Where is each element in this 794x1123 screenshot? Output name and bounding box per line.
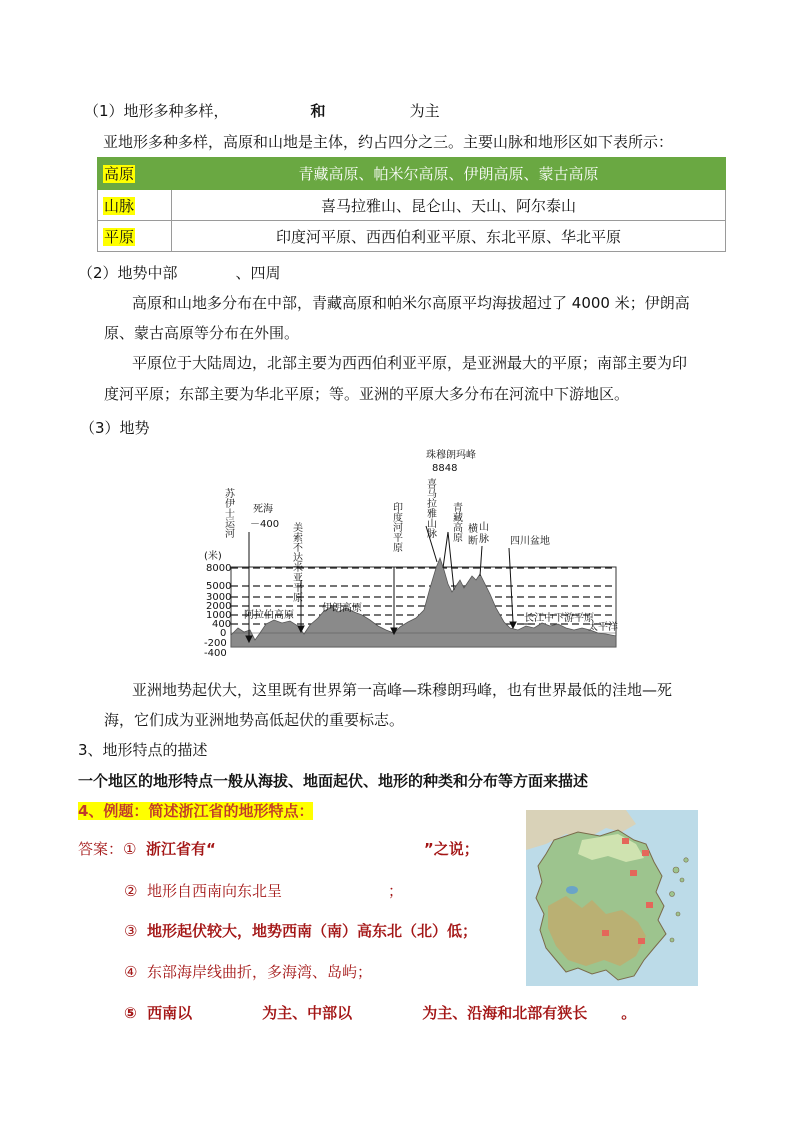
- y-tick: 400: [212, 619, 232, 630]
- example-heading-text: 4、例题：简述浙江省的地形特点：: [78, 802, 314, 820]
- asia-terrain-profile: [200, 440, 620, 662]
- item5-a: 西南以: [147, 1004, 193, 1022]
- answer-item-1: [78, 838, 479, 860]
- table-row: [98, 221, 726, 252]
- section2-p2-line1: 平原位于大陆周边，北部主要为西西伯利亚平原，是亚洲最大的平原；南部主要为印: [132, 354, 688, 372]
- table-row: [98, 158, 726, 190]
- item2-a: 地形自西南向东北呈: [147, 882, 283, 900]
- profile-labels: [223, 448, 619, 633]
- section1-heading-c: 为主: [409, 102, 440, 120]
- label-sichuan: 四川盆地: [510, 536, 550, 547]
- section2-heading: [78, 262, 281, 284]
- label-hengduan-c: 山: [479, 522, 489, 533]
- section1-heading: [84, 100, 440, 122]
- table-value: 青藏高原、帕米尔高原、伊朗高原、蒙古高原: [172, 158, 726, 190]
- answer-item-2: [124, 880, 403, 902]
- answer-label: 答案：: [78, 840, 124, 858]
- label-deadsea-value: －400: [250, 519, 280, 530]
- table-value: 喜马拉雅山、昆仑山、天山、阿尔泰山: [172, 190, 726, 221]
- label-suez: 苏伊士运河: [222, 488, 234, 538]
- answer-item-4: [124, 961, 372, 983]
- item3-text: 地形起伏较大，地势西南（南）高东北（北）低；: [147, 922, 478, 940]
- label-hengduan-a: 横: [468, 524, 478, 535]
- label-arabia: 阿拉伯高原: [244, 610, 294, 621]
- table-value: 印度河平原、西西伯利亚平原、东北平原、华北平原: [172, 221, 726, 252]
- section4-desc: 一个地区的地形特点一般从海拔、地面起伏、地形的种类和分布等方面来描述: [78, 772, 589, 790]
- table-key: 山脉: [104, 196, 135, 215]
- y-tick: -200: [204, 638, 227, 649]
- item5-c: 为主、沿海和北部有狭长: [422, 1004, 588, 1022]
- label-mesopotamia: 美索不达米亚平原: [290, 522, 302, 602]
- section2-heading-b: 、四周: [235, 264, 281, 282]
- section2-heading-a: （2）地势中部: [78, 264, 178, 282]
- label-everest: 珠穆朗玛峰: [426, 450, 476, 461]
- y-axis-ticks: [204, 563, 231, 659]
- item4-text: 东部海岸线曲折，多海湾、岛屿；: [147, 963, 373, 981]
- item1-a: 浙江省有“: [146, 840, 216, 858]
- map-lake: [566, 886, 578, 894]
- label-everest-value: 8848: [432, 463, 458, 474]
- item-number: ⑤: [124, 1004, 137, 1022]
- y-tick: 2000: [206, 601, 232, 612]
- item5-d: 。: [621, 1004, 637, 1022]
- item-number: ①: [123, 840, 137, 858]
- answer-item-5: [124, 1002, 636, 1024]
- table-key: 平原: [104, 227, 135, 246]
- item1-b: ”之说；: [423, 840, 479, 858]
- item5-b: 为主、中部以: [262, 1004, 353, 1022]
- y-tick: 5000: [206, 581, 232, 592]
- label-pacific: 太平洋: [588, 622, 618, 633]
- section3-p-line2: 海，它们成为亚洲地势高低起伏的重要标志。: [104, 711, 405, 729]
- section3-heading: （3）地势: [80, 419, 150, 437]
- terrain-silhouette: [231, 558, 616, 647]
- item-number: ②: [124, 882, 138, 900]
- table-key: 高原: [104, 165, 135, 183]
- section2-p1-line1: 高原和山地多分布在中部，青藏高原和帕米尔高原平均海拔超过了 4000 米；伊朗高: [132, 294, 690, 312]
- y-tick: 0: [220, 628, 227, 639]
- item-number: ④: [124, 963, 138, 981]
- label-yangtze-plain: 长江中下游平原: [524, 613, 594, 624]
- example-heading: [78, 800, 313, 822]
- item2-b: ；: [388, 882, 404, 900]
- section2-p2-line2: 度河平原；东部主要为华北平原；等。亚洲的平原大多分布在河流中下游地区。: [104, 385, 630, 403]
- section3-p-line1: 亚洲地势起伏大，这里既有世界第一高峰—珠穆朗玛峰，也有世界最低的洼地—死: [132, 681, 673, 699]
- profile-unit: (米): [204, 551, 222, 562]
- section1-intro: 亚地形多种多样，高原和山地是主体，约占四分之三。主要山脉和地形区如下表所示：: [103, 133, 674, 151]
- y-tick: 1000: [206, 610, 232, 621]
- section4-heading: 3、地形特点的描述: [78, 741, 208, 759]
- label-hengduan-d: 脉: [479, 534, 489, 545]
- section1-heading-a: （1）地形多种多样，: [84, 102, 229, 120]
- landform-table: [97, 157, 726, 252]
- label-hengduan-b: 断: [468, 536, 478, 547]
- label-himalaya: 喜马拉雅山脉: [424, 478, 436, 538]
- y-tick: -400: [204, 648, 227, 659]
- y-tick: 8000: [206, 563, 232, 574]
- label-deadsea: 死海: [253, 504, 273, 515]
- y-tick: 3000: [206, 592, 232, 603]
- item-number: ③: [124, 922, 138, 940]
- label-qinghai-tibet: 青藏高原: [450, 502, 462, 542]
- zhejiang-map: [526, 810, 698, 986]
- section2-p1-line2: 原、蒙古高原等分布在外围。: [104, 324, 300, 342]
- table-row: [98, 190, 726, 221]
- label-indus: 印度河平原: [390, 502, 402, 552]
- answer-item-3: [124, 920, 477, 942]
- label-iran: 伊朗高原: [322, 603, 362, 614]
- section1-heading-b: 和: [310, 102, 326, 120]
